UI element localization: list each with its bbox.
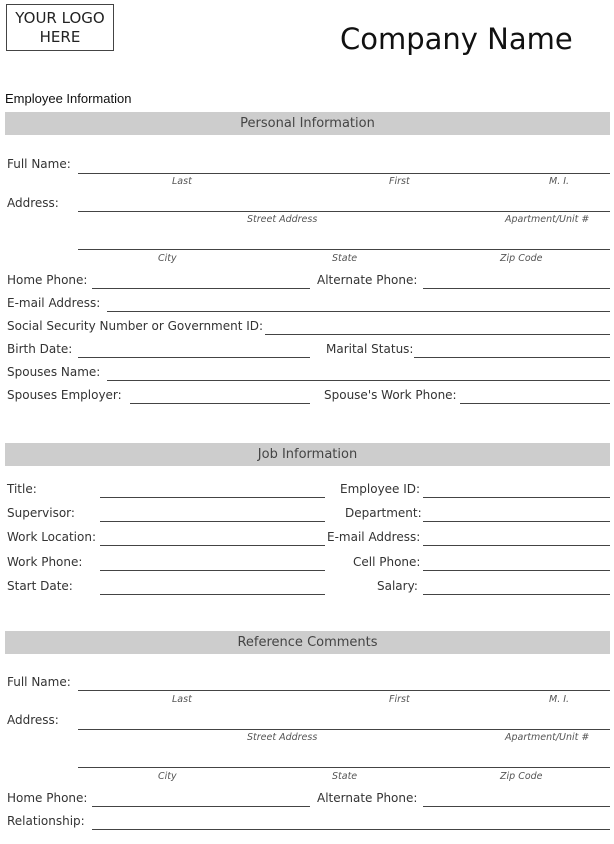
ref-state-hint: State bbox=[332, 771, 358, 782]
home-phone-field[interactable] bbox=[92, 288, 310, 289]
salary-label: Salary: bbox=[377, 579, 418, 593]
street-address-hint: Street Address bbox=[247, 214, 318, 225]
address-label: Address: bbox=[7, 196, 59, 210]
ref-full-name-field[interactable] bbox=[78, 690, 610, 691]
ref-street-address-field[interactable] bbox=[78, 729, 610, 730]
ssn-label: Social Security Number or Government ID: bbox=[7, 319, 264, 333]
cell-phone-field[interactable] bbox=[423, 570, 610, 571]
apartment-hint: Apartment/Unit # bbox=[505, 214, 590, 225]
spouse-employer-field[interactable] bbox=[130, 403, 310, 404]
ref-first-name-hint: First bbox=[389, 694, 410, 705]
work-phone-field[interactable] bbox=[100, 570, 325, 571]
logo-line-2: HERE bbox=[39, 28, 81, 46]
state-hint: State bbox=[332, 253, 358, 264]
spouse-work-phone-field[interactable] bbox=[460, 403, 610, 404]
job-email-field[interactable] bbox=[423, 545, 610, 546]
ref-apartment-hint: Apartment/Unit # bbox=[505, 732, 590, 743]
department-field[interactable] bbox=[423, 521, 610, 522]
logo-placeholder bbox=[6, 4, 114, 51]
cell-phone-label: Cell Phone: bbox=[353, 555, 421, 569]
middle-initial-hint: M. I. bbox=[549, 176, 570, 187]
ref-home-phone-field[interactable] bbox=[92, 806, 310, 807]
birth-date-label: Birth Date: bbox=[7, 342, 73, 356]
last-name-hint: Last bbox=[172, 176, 192, 187]
job-email-label: E-mail Address: bbox=[327, 530, 421, 544]
spouse-name-label: Spouses Name: bbox=[7, 365, 101, 379]
personal-info-header: Personal Information bbox=[5, 112, 610, 135]
reference-header: Reference Comments bbox=[5, 631, 610, 654]
title-field[interactable] bbox=[100, 497, 325, 498]
ref-city-hint: City bbox=[158, 771, 177, 782]
relationship-label: Relationship: bbox=[7, 814, 85, 828]
marital-status-label: Marital Status: bbox=[326, 342, 414, 356]
spouse-work-phone-label: Spouse's Work Phone: bbox=[324, 388, 457, 402]
ref-city-state-zip-field[interactable] bbox=[78, 767, 610, 768]
ref-home-phone-label: Home Phone: bbox=[7, 791, 88, 805]
email-label: E-mail Address: bbox=[7, 296, 101, 310]
alternate-phone-label: Alternate Phone: bbox=[317, 273, 418, 287]
full-name-label: Full Name: bbox=[7, 157, 71, 171]
work-phone-label: Work Phone: bbox=[7, 555, 83, 569]
email-field[interactable] bbox=[107, 311, 610, 312]
salary-field[interactable] bbox=[423, 594, 610, 595]
employee-id-label: Employee ID: bbox=[340, 482, 421, 496]
ref-middle-initial-hint: M. I. bbox=[549, 694, 570, 705]
city-hint: City bbox=[158, 253, 177, 264]
ref-alternate-phone-field[interactable] bbox=[423, 806, 610, 807]
start-date-label: Start Date: bbox=[7, 579, 73, 593]
first-name-hint: First bbox=[389, 176, 410, 187]
employee-id-field[interactable] bbox=[423, 497, 610, 498]
job-info-header: Job Information bbox=[5, 443, 610, 466]
logo-line-1: YOUR LOGO bbox=[15, 9, 105, 27]
start-date-field[interactable] bbox=[100, 594, 325, 595]
department-label: Department: bbox=[345, 506, 422, 520]
ref-zip-code-hint: Zip Code bbox=[500, 771, 543, 782]
alternate-phone-field[interactable] bbox=[423, 288, 610, 289]
work-location-label: Work Location: bbox=[7, 530, 96, 544]
ref-street-address-hint: Street Address bbox=[247, 732, 318, 743]
home-phone-label: Home Phone: bbox=[7, 273, 88, 287]
zip-code-hint: Zip Code bbox=[500, 253, 543, 264]
birth-date-field[interactable] bbox=[78, 357, 310, 358]
ref-alternate-phone-label: Alternate Phone: bbox=[317, 791, 418, 805]
supervisor-label: Supervisor: bbox=[7, 506, 75, 520]
spouse-employer-label: Spouses Employer: bbox=[7, 388, 122, 402]
work-location-field[interactable] bbox=[100, 545, 325, 546]
title-label: Title: bbox=[7, 482, 37, 496]
ref-address-label: Address: bbox=[7, 713, 59, 727]
ref-last-name-hint: Last bbox=[172, 694, 192, 705]
street-address-field[interactable] bbox=[78, 211, 610, 212]
company-name: Company Name bbox=[340, 22, 573, 56]
ref-full-name-label: Full Name: bbox=[7, 675, 71, 689]
relationship-field[interactable] bbox=[92, 829, 610, 830]
marital-status-field[interactable] bbox=[414, 357, 610, 358]
form-title: Employee Information bbox=[5, 91, 132, 106]
city-state-zip-field[interactable] bbox=[78, 249, 610, 250]
supervisor-field[interactable] bbox=[100, 521, 325, 522]
ssn-field[interactable] bbox=[265, 334, 610, 335]
spouse-name-field[interactable] bbox=[107, 380, 610, 381]
full-name-field[interactable] bbox=[78, 173, 610, 174]
